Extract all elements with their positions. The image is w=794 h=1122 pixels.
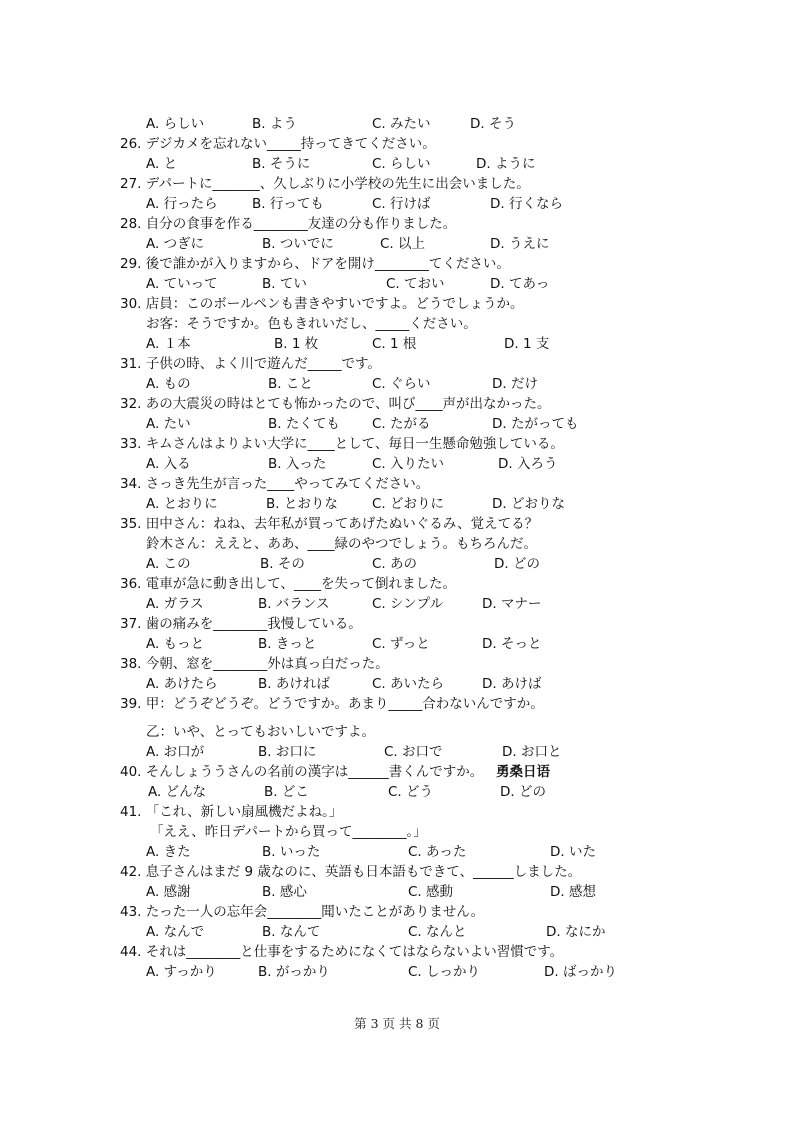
answer-option: D. いた — [550, 844, 596, 860]
page-footer: 第 3 页 共 8 页 — [354, 1016, 440, 1031]
answer-option: C. どう — [388, 784, 434, 800]
answer-option: A. この — [146, 556, 191, 572]
answer-option: A. 行ったら — [146, 196, 218, 212]
answer-option: B. ついでに — [262, 236, 334, 252]
answer-option: D. ように — [476, 156, 536, 172]
answer-option: D. 入ろう — [498, 456, 558, 472]
answer-option: B. その — [260, 556, 305, 572]
answer-option: B. 1 枚 — [274, 336, 319, 352]
answer-option: B. バランス — [258, 596, 330, 612]
answer-option: A. すっかり — [146, 964, 217, 980]
answer-option: D. なにか — [546, 924, 606, 940]
answer-option: B. 感心 — [262, 884, 307, 900]
answer-option: C. なんと — [408, 924, 467, 940]
question-text: 32. あの大震災の時はとても怖かったので、叫び____声が出なかった。 — [120, 396, 551, 412]
answer-option: A. と — [146, 156, 178, 172]
answer-option: B. 行っても — [252, 196, 324, 212]
answer-option: C. シンプル — [372, 596, 444, 612]
answer-option: B. たくても — [268, 416, 340, 432]
question-text: 26. デジカメを忘れない_____持ってきてください。 — [120, 136, 436, 152]
answer-option: C. あった — [408, 844, 467, 860]
answer-option: A. ていって — [146, 276, 218, 292]
answer-option: A. もの — [146, 376, 191, 392]
answer-option: C. ずっと — [372, 636, 430, 652]
watermark-text: 勇桑日语 — [496, 764, 550, 780]
question-text: お客：そうですか。色もきれいだし、_____ください。 — [146, 316, 477, 332]
question-text: 39. 甲：どうぞどうぞ。どうですか。あまり_____合わないんですか。 — [120, 696, 544, 712]
answer-option: B. きっと — [258, 636, 317, 652]
answer-option: A. つぎに — [146, 236, 205, 252]
answer-option: D. 1 支 — [504, 336, 550, 352]
question-text: 41. 「これ、新しい扇風機だよね。」 — [120, 804, 343, 820]
question-text: 38. 今朝、窓を________外は真っ白だった。 — [120, 656, 389, 672]
question-text: 43. たった一人の忘年会________聞いたことがありません。 — [120, 904, 485, 920]
answer-option: B. がっかり — [258, 964, 330, 980]
question-text: 「ええ、昨日デパートから買って________。」 — [150, 824, 427, 840]
answer-option: A. たい — [146, 416, 191, 432]
answer-option: B. お口に — [258, 744, 317, 760]
question-text: 鈴木さん：ええと、ああ、____緑のやつでしょう。もちろんだ。 — [146, 536, 537, 552]
answer-option: C. 1 根 — [372, 336, 417, 352]
answer-option: A. とおりに — [146, 496, 218, 512]
answer-option: C. 行けば — [372, 196, 431, 212]
answer-option: A. どんな — [148, 784, 207, 800]
answer-option: B. そうに — [252, 156, 311, 172]
answer-option: B. てい — [262, 276, 307, 292]
answer-option: B. どこ — [264, 784, 309, 800]
answer-option: D. どの — [494, 556, 540, 572]
answer-option: A. らしい — [146, 116, 205, 132]
answer-option: D. たがっても — [492, 416, 579, 432]
answer-option: D. そっと — [482, 636, 542, 652]
question-text: 29. 後で誰かが入りますから、ドアを開け________てください。 — [120, 256, 510, 272]
question-text: 30. 店員：このボールペンも書きやすいですよ。どうでしょうか。 — [120, 296, 524, 312]
answer-option: D. マナー — [482, 596, 542, 612]
answer-option: A. なんで — [146, 924, 205, 940]
question-text: 44. それは________と仕事をするためになくてはならないよい習慣です。 — [120, 944, 564, 960]
answer-option: C. お口で — [384, 744, 443, 760]
answer-option: C. 入りたい — [372, 456, 445, 472]
question-text: 42. 息子さんはまだ 9 歳なのに、英語も日本語もできて、______しました。 — [120, 864, 582, 880]
answer-option: A. お口が — [146, 744, 205, 760]
answer-option: D. ばっかり — [544, 964, 617, 980]
answer-option: D. 感想 — [550, 884, 596, 900]
answer-option: D. うえに — [490, 236, 550, 252]
question-text: 34. さっき先生が言った____やってみてください。 — [120, 476, 430, 492]
answer-option: C. ぐらい — [372, 376, 431, 392]
answer-option: C. あの — [372, 556, 418, 572]
answer-option: B. あければ — [258, 676, 330, 692]
answer-option: D. だけ — [492, 376, 538, 392]
answer-option: B. よう — [252, 116, 297, 132]
question-text: 28. 自分の食事を作る________友達の分も作りました。 — [120, 216, 457, 232]
answer-option: D. どおりな — [492, 496, 565, 512]
answer-option: B. なんて — [262, 924, 321, 940]
answer-option: C. 感動 — [408, 884, 454, 900]
answer-option: C. しっかり — [408, 964, 481, 980]
answer-option: A. もっと — [146, 636, 205, 652]
answer-option: D. てあっ — [490, 276, 550, 292]
answer-option: C. みたい — [372, 116, 431, 132]
answer-option: C. あいたら — [372, 676, 445, 692]
answer-option: D. そう — [470, 116, 516, 132]
question-text: 33. キムさんはよりよい大学に____として、毎日一生懸命勉強している。 — [120, 436, 564, 452]
answer-option: C. らしい — [372, 156, 431, 172]
answer-option: B. 入った — [268, 456, 327, 472]
question-text: 37. 歯の痛みを________我慢している。 — [120, 616, 362, 632]
answer-option: D. どの — [500, 784, 546, 800]
question-text: 27. デパートに_______、久しぶりに小学校の先生に出会いました。 — [120, 176, 530, 192]
answer-option: D. 行くなら — [490, 196, 563, 212]
answer-option: B. こと — [268, 376, 313, 392]
question-text: 40. そんしょううさんの名前の漢字は______書くんですか。 — [120, 764, 484, 780]
answer-option: A. 入る — [146, 456, 191, 472]
answer-option: C. 以上 — [380, 236, 426, 252]
answer-option: A. 感謝 — [146, 884, 191, 900]
answer-option: B. いった — [262, 844, 321, 860]
answer-option: B. とおりな — [266, 496, 338, 512]
question-text: 35. 田中さん：ねね、去年私が買ってあげたぬいぐるみ、覚えてる？ — [120, 516, 539, 532]
answer-option: A. あけたら — [146, 676, 218, 692]
question-text: 31. 子供の時、よく川で遊んだ_____です。 — [120, 356, 381, 372]
answer-option: A. ガラス — [146, 596, 204, 612]
answer-option: A. きた — [146, 844, 191, 860]
answer-option: C. たがる — [372, 416, 431, 432]
answer-option: C. ておい — [386, 276, 445, 292]
answer-option: C. どおりに — [372, 496, 445, 512]
question-text: 乙：いや、とってもおいしいですよ。 — [146, 724, 375, 740]
answer-option: D. お口と — [502, 744, 562, 760]
answer-option: A. １本 — [146, 336, 191, 352]
answer-option: D. あけば — [482, 676, 542, 692]
question-text: 36. 電車が急に動き出して、____を失って倒れました。 — [120, 576, 456, 592]
